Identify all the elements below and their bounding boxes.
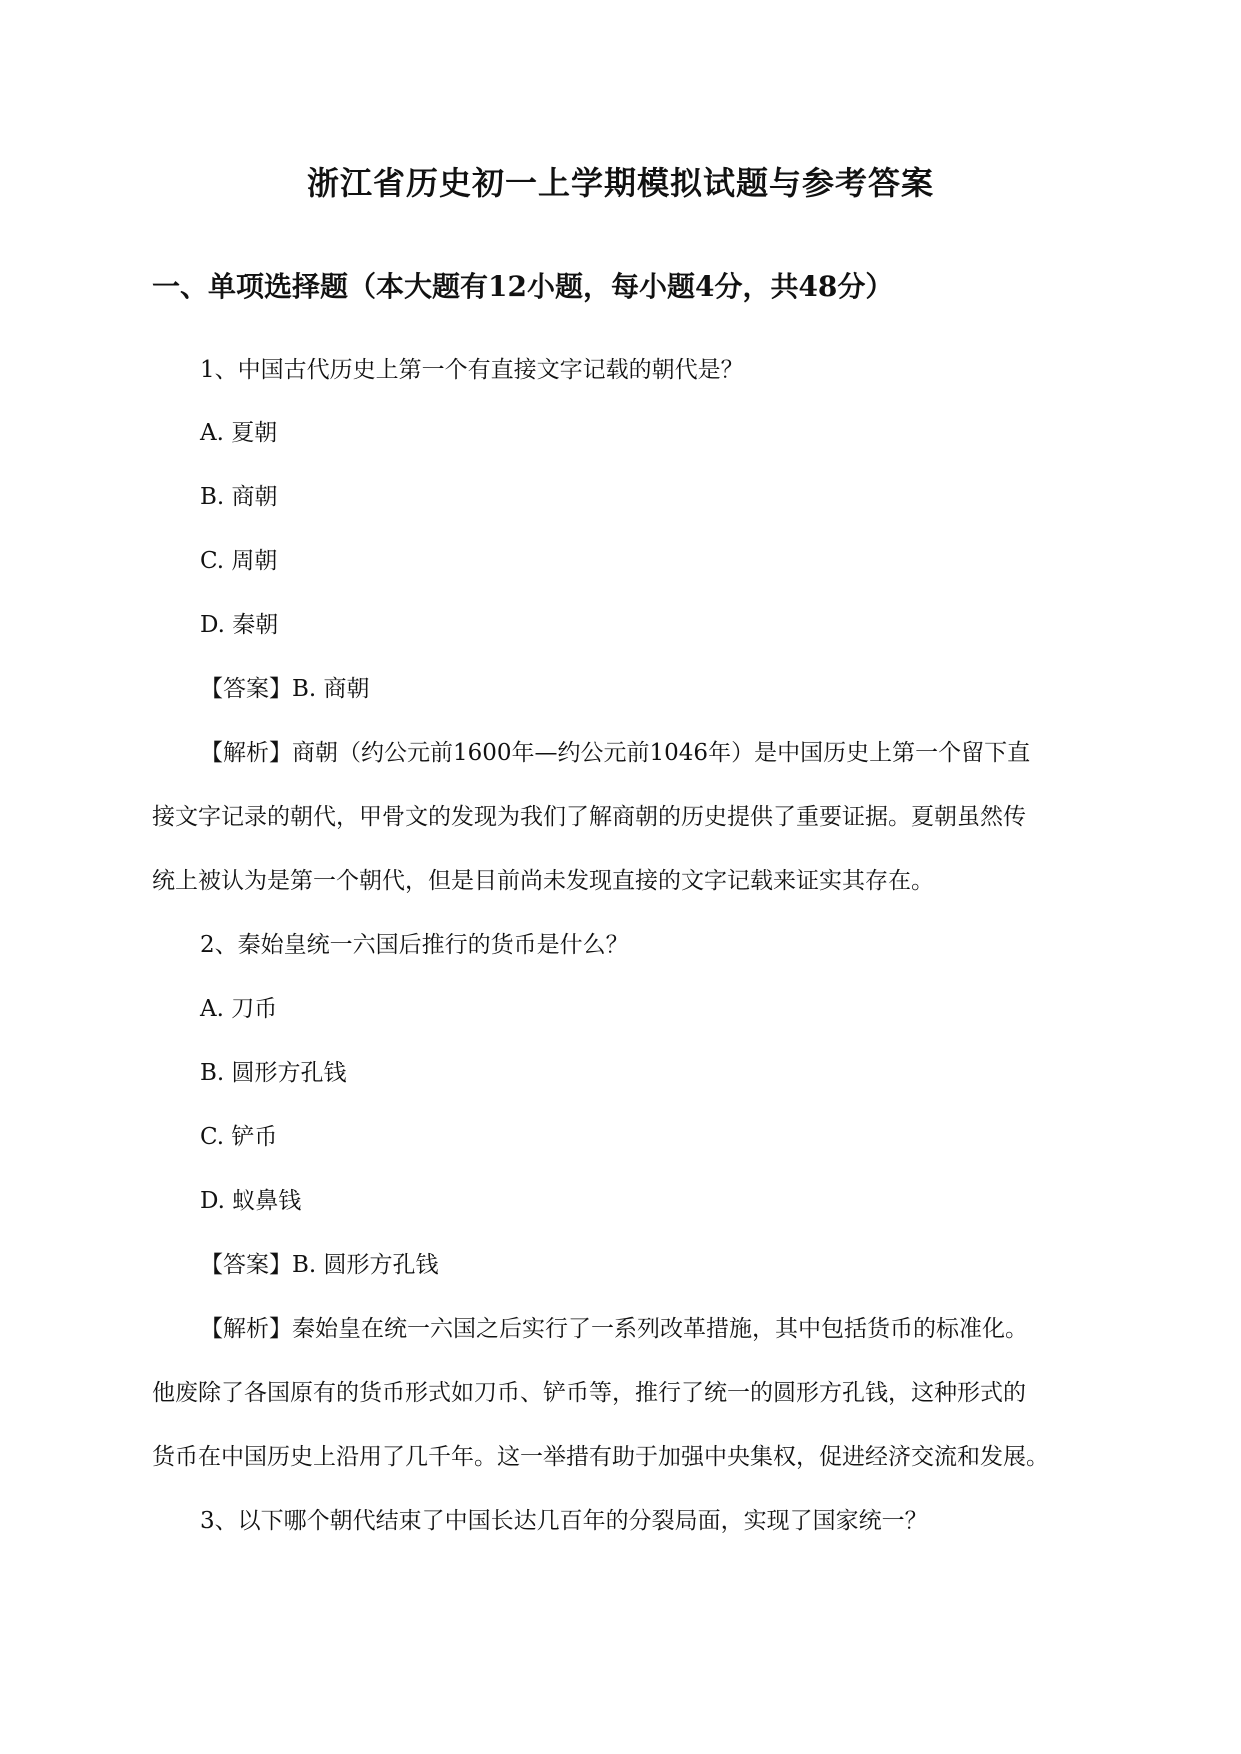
question-2-analysis-line-1 (200, 1314, 1028, 1344)
question-2-analysis-line-3: 货币在中国历史上沿用了几千年。这一举措有助于加强中央集权，促进经济交流和发展。 (152, 1444, 1049, 1470)
section-heading: 一、单项选择题（本大题有12小题，每小题4分，共48分） (152, 270, 894, 303)
question-2-analysis-line-2: 他废除了各国原有的货币形式如刀币、铲币等，推行了统一的圆形方孔钱，这种形式的 (152, 1380, 1026, 1406)
question-1-option-a: A. 夏朝 (200, 420, 278, 446)
question-2-option-d: D. 蚁鼻钱 (200, 1188, 302, 1214)
analysis-text: 秦始皇在统一六国之后实行了一系列改革措施，其中包括货币的标准化。 (292, 1316, 1028, 1342)
question-2-stem: 2、秦始皇统一六国后推行的货币是什么？ (200, 932, 629, 958)
answer-value: B. 圆形方孔钱 (292, 1252, 439, 1278)
question-2-option-a: A. 刀币 (200, 996, 278, 1022)
question-1-option-d: D. 秦朝 (200, 612, 279, 638)
answer-label: 【答案】 (200, 676, 292, 702)
question-1-analysis-line-1 (200, 738, 1030, 768)
analysis-label: 【解析】 (200, 740, 292, 766)
question-2-option-b: B. 圆形方孔钱 (200, 1060, 347, 1086)
answer-value: B. 商朝 (292, 676, 370, 702)
question-3-stem: 3、以下哪个朝代结束了中国长达几百年的分裂局面，实现了国家统一？ (200, 1508, 928, 1534)
question-1-stem: 1、中国古代历史上第一个有直接文字记载的朝代是？ (200, 357, 744, 383)
question-1-option-b: B. 商朝 (200, 484, 278, 510)
question-1-analysis-line-3: 统上被认为是第一个朝代，但是目前尚未发现直接的文字记载来证实其存在。 (152, 868, 934, 894)
analysis-label: 【解析】 (200, 1316, 292, 1342)
document-title: 浙江省历史初一上学期模拟试题与参考答案 (306, 164, 934, 202)
answer-label: 【答案】 (200, 1252, 292, 1278)
question-1-answer (200, 674, 370, 704)
question-2-option-c: C. 铲币 (200, 1124, 278, 1150)
question-1-option-c: C. 周朝 (200, 548, 278, 574)
question-2-answer (200, 1250, 439, 1280)
analysis-text: 商朝（约公元前1600年—约公元前1046年）是中国历史上第一个留下直 (292, 740, 1031, 766)
question-1-analysis-line-2: 接文字记录的朝代，甲骨文的发现为我们了解商朝的历史提供了重要证据。夏朝虽然传 (152, 804, 1026, 830)
